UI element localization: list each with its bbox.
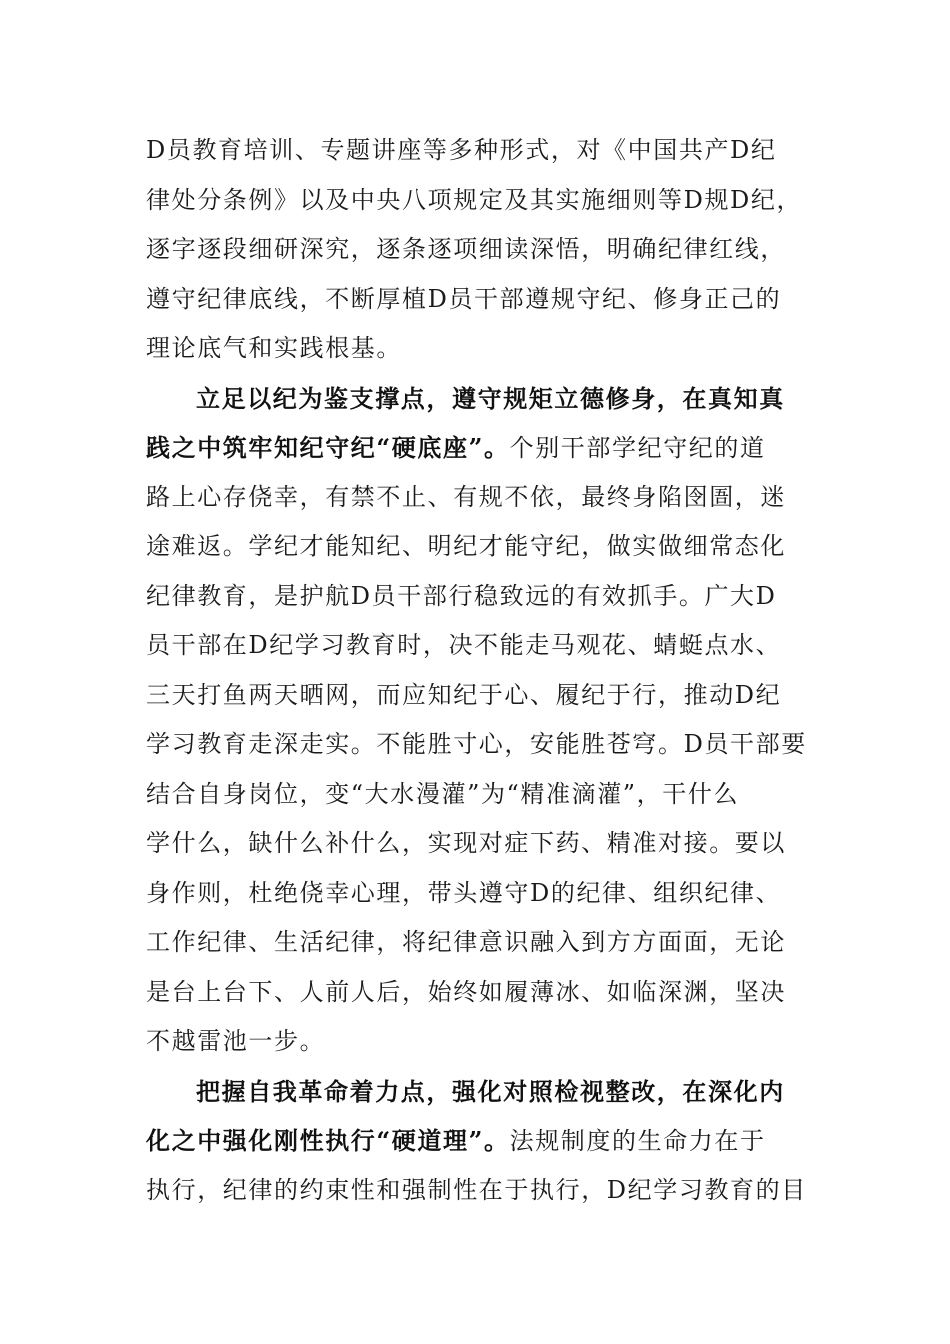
p3-line-3: 执行，纪律的约束性和强制性在于执行，D纪学习教育的目 [146, 1175, 807, 1204]
p3-line-2-rest: 法规制度的生命力在于 [509, 1127, 766, 1155]
p3-heading-line-2: 化之中强化刚性执行“硬道理”。 [146, 1126, 510, 1155]
p1-line-3: 逐字逐段细研深究，逐条逐项细读深悟，明确纪律红线， [146, 235, 786, 263]
p1-line-5: 理论底气和实践根基。 [146, 334, 402, 362]
p3-line-2 [146, 1116, 810, 1166]
p1-line-2: 律处分条例》以及中央八项规定及其实施细则等D规D纪， [146, 185, 803, 214]
p2-line-9: 结合自身岗位，变“大水漫灌”为“精准滴灌”，干什么 [146, 779, 740, 808]
p2-line-14: 不越雷池一步。 [146, 1027, 326, 1055]
p2-line-7: 三天打鱼两天晒网，而应知纪于心、履纪于行，推动D纪 [146, 680, 782, 709]
p2-heading-line-1: 立足以纪为鉴支撑点，遵守规矩立德修身，在真知真 [196, 383, 785, 413]
p1-line-4: 遵守纪律底线，不断厚植D员干部遵规守纪、修身正己的 [146, 284, 782, 313]
p2-heading-line-2: 践之中筑牢知纪守纪“硬底座”。 [146, 433, 510, 462]
document-body [146, 126, 810, 1215]
p1-line-1: D员教育培训、专题讲座等多种形式，对《中国共产D纪 [146, 136, 777, 164]
p2-line-3: 路上心存侥幸，有禁不止、有规不依，最终身陷囹圄，迷 [146, 482, 786, 511]
p2-line-12: 工作纪律、生活纪律，将纪律意识融入到方方面面，无论 [146, 928, 786, 956]
p2-line-13: 是台上台下、人前人后，始终如履薄冰、如临深渊，坚决 [146, 977, 786, 1006]
p2-line-4: 途难返。学纪才能知纪、明纪才能守纪，做实做细常态化 [146, 532, 786, 560]
p2-line-2-rest: 个别干部学纪守纪的道 [509, 434, 766, 462]
p2-line-6: 员干部在D纪学习教育时，决不能走马观花、蜻蜓点水、 [146, 631, 782, 659]
p3-heading-line-1: 把握自我革命着力点，强化对照检视整改，在深化内 [196, 1076, 785, 1106]
p2-line-2 [146, 423, 810, 473]
p2-line-11: 身作则，杜绝侥幸心理，带头遵守D的纪律、组织纪律、 [146, 878, 782, 907]
p2-line-10: 学什么，缺什么补什么，实现对症下药、精准对接。要以 [146, 829, 786, 857]
p2-line-5: 纪律教育，是护航D员干部行稳致远的有效抓手。广大D [146, 581, 777, 610]
p2-line-8: 学习教育走深走实。不能胜寸心，安能胜苍穹。D员干部要 [146, 730, 807, 758]
